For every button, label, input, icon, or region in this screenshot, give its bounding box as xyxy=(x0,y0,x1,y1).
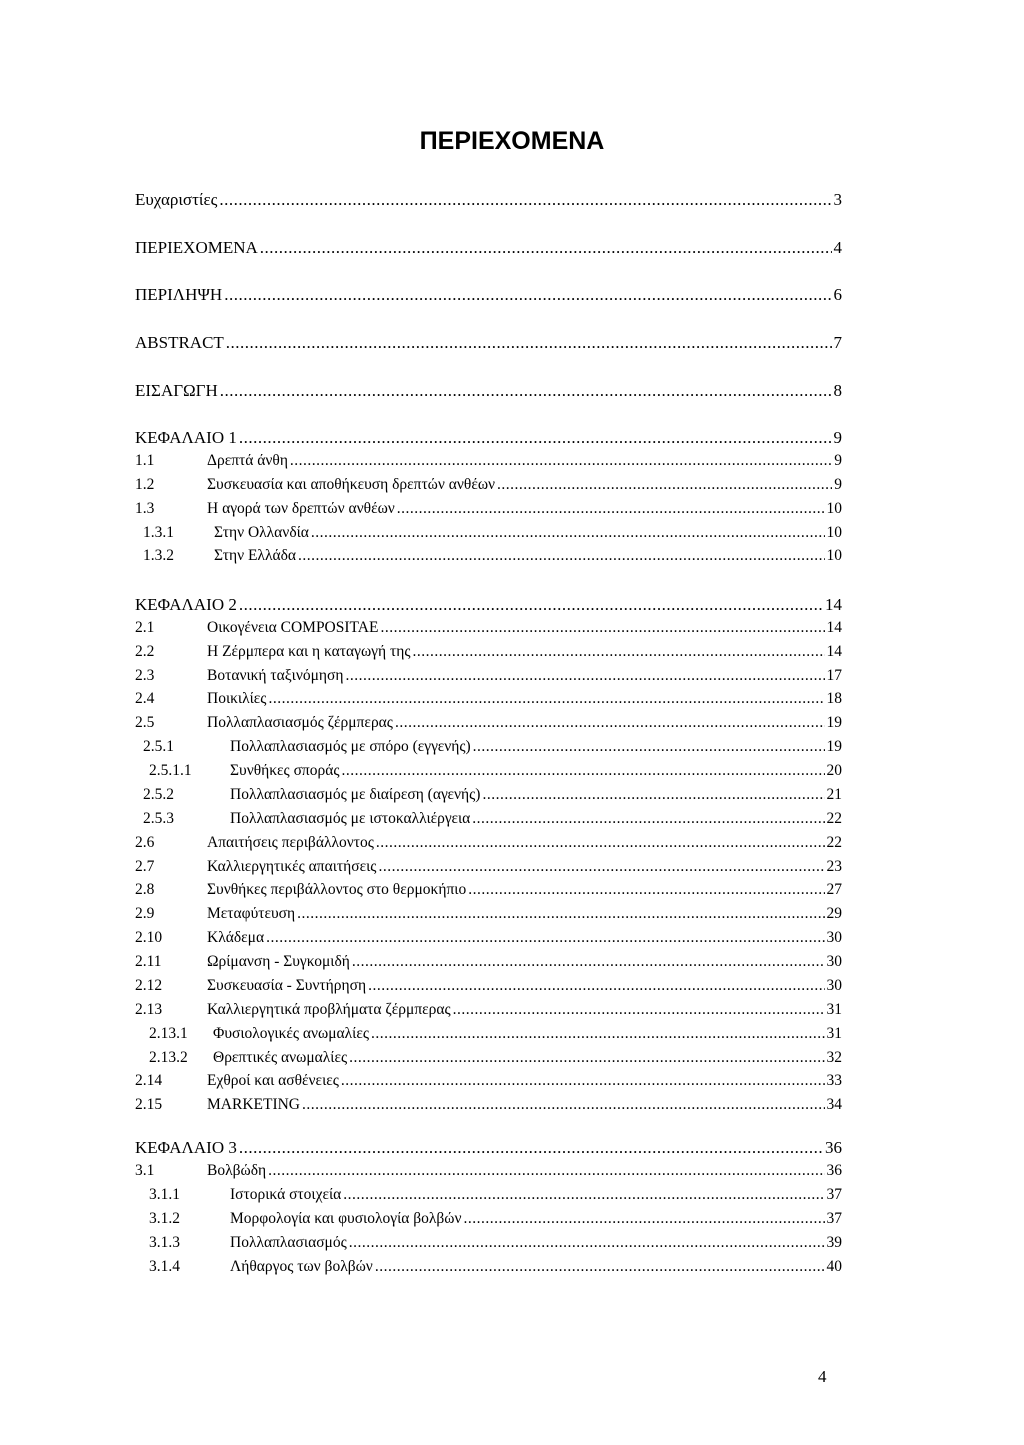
toc-page: 14 xyxy=(826,643,842,660)
toc-label: Συνθήκες περιβάλλοντος στο θερμοκήπιο xyxy=(207,881,467,898)
toc-number: 2.4 xyxy=(135,690,155,707)
toc-label: ΚΕΦΑΛΑΙΟ 2 xyxy=(135,595,237,614)
toc-label: Φυσιολογικές ανωμαλίες xyxy=(213,1025,369,1042)
toc-number: 3.1.1 xyxy=(149,1186,180,1203)
toc-page: 31 xyxy=(826,1001,842,1018)
toc-number: 3.1.3 xyxy=(149,1234,180,1251)
toc-page: 20 xyxy=(826,762,842,779)
toc-label: MARKETING xyxy=(207,1096,300,1113)
toc-number: 2.5 xyxy=(135,714,155,731)
toc-label: Στην Ολλανδία xyxy=(214,524,309,541)
toc-page: 17 xyxy=(826,667,842,684)
toc-page: 7 xyxy=(833,333,842,352)
toc-number: 3.1 xyxy=(135,1162,155,1179)
toc-entry[interactable] xyxy=(135,1162,842,1184)
toc-entry[interactable] xyxy=(135,667,842,689)
toc-label: Θρεπτικές ανωμαλίες xyxy=(213,1049,348,1066)
toc-label: Πολλαπλασιασμός ζέρμπερας xyxy=(207,714,393,731)
toc-entry[interactable] xyxy=(135,881,842,903)
toc-entry[interactable] xyxy=(135,905,842,927)
toc-label: Απαιτήσεις περιβάλλοντος xyxy=(207,834,374,851)
page-number: 4 xyxy=(818,1367,827,1386)
toc-page: 8 xyxy=(833,381,842,400)
toc-label: Ποικιλίες xyxy=(207,690,267,707)
toc-entry[interactable] xyxy=(135,452,842,474)
toc-number: 2.3 xyxy=(135,667,155,684)
toc-label: Ωρίμανση - Συγκομιδή xyxy=(207,953,350,970)
toc-entry[interactable] xyxy=(135,1096,842,1118)
toc-number: 2.5.1 xyxy=(143,738,174,755)
toc-page: 23 xyxy=(826,858,842,875)
toc-label: Βοτανική ταξινόμηση xyxy=(207,667,344,684)
toc-entry[interactable] xyxy=(135,595,842,617)
toc-number: 2.5.3 xyxy=(143,810,174,827)
toc-number: 2.12 xyxy=(135,977,163,994)
toc-number: 2.10 xyxy=(135,929,163,946)
toc-number: 3.1.2 xyxy=(149,1210,180,1227)
toc-number: 1.3.1 xyxy=(143,524,174,541)
toc-page: 27 xyxy=(826,881,842,898)
toc-entry[interactable] xyxy=(135,1001,842,1023)
toc-entry[interactable] xyxy=(135,643,842,665)
toc-page: 10 xyxy=(826,524,842,541)
toc-entry[interactable] xyxy=(135,476,842,498)
toc-page: 10 xyxy=(826,500,842,517)
toc-page: 34 xyxy=(826,1096,842,1113)
toc-page: 6 xyxy=(833,285,842,304)
toc-label: ABSTRACT xyxy=(135,333,224,352)
toc-page: 31 xyxy=(826,1025,842,1042)
toc-label: Ιστορικά στοιχεία xyxy=(230,1186,342,1203)
toc-page: 9 xyxy=(834,452,842,469)
toc-number: 1.3.2 xyxy=(143,547,174,564)
toc-label: Καλλιεργητικά προβλήματα ζέρμπερας xyxy=(207,1001,451,1018)
toc-page: 36 xyxy=(826,1162,842,1179)
toc-entry[interactable] xyxy=(135,690,842,712)
toc-label: Οικογένεια COMPOSITAE xyxy=(207,619,379,636)
toc-number: 2.1 xyxy=(135,619,155,636)
toc-entry[interactable] xyxy=(135,547,842,569)
toc-entry[interactable] xyxy=(135,238,842,260)
toc-page: 19 xyxy=(826,738,842,755)
toc-label: Μεταφύτευση xyxy=(207,905,296,922)
toc-entry[interactable] xyxy=(135,381,842,403)
toc-entry[interactable] xyxy=(135,190,842,212)
toc-label: ΚΕΦΑΛΑΙΟ 3 xyxy=(135,1138,237,1157)
toc-label: Πολλαπλασιασμός με διαίρεση (αγενής) xyxy=(230,786,481,803)
toc-label: Συνθήκες σποράς xyxy=(230,762,340,779)
toc-entry[interactable] xyxy=(135,786,842,808)
toc-entry[interactable] xyxy=(135,285,842,307)
toc-page: 37 xyxy=(826,1210,842,1227)
toc-page: 30 xyxy=(826,977,842,994)
toc-entry[interactable] xyxy=(135,1186,842,1208)
toc-number: 3.1.4 xyxy=(149,1258,180,1275)
toc-number: 2.14 xyxy=(135,1072,163,1089)
toc-entry[interactable] xyxy=(135,1072,842,1094)
toc-entry[interactable] xyxy=(135,1138,842,1160)
toc-label: Πολλαπλασιασμός με ιστοκαλλιέργεια xyxy=(230,810,471,827)
toc-number: 1.3 xyxy=(135,500,155,517)
toc-label: Λήθαργος των βολβών xyxy=(230,1258,373,1275)
toc-entry[interactable] xyxy=(135,1210,842,1232)
toc-entry[interactable] xyxy=(135,953,842,975)
toc-number: 2.13.1 xyxy=(149,1025,188,1042)
toc-number: 2.5.2 xyxy=(143,786,174,803)
toc-number: 2.9 xyxy=(135,905,155,922)
toc-page: 4 xyxy=(833,238,842,257)
toc-number: 2.7 xyxy=(135,858,155,875)
toc-page: 40 xyxy=(826,1258,842,1275)
toc-page: 14 xyxy=(825,595,842,614)
toc-page: 30 xyxy=(826,929,842,946)
toc-label: Μορφολογία και φυσιολογία βολβών xyxy=(230,1210,462,1227)
toc-entry[interactable] xyxy=(135,977,842,999)
page-title: ΠΕΡΙΕΧΟΜΕΝΑ xyxy=(419,127,605,155)
toc-entry[interactable] xyxy=(135,524,842,546)
toc-entry[interactable] xyxy=(135,929,842,951)
toc-number: 1.1 xyxy=(135,452,155,469)
toc-label: Στην Ελλάδα xyxy=(214,547,297,564)
toc-label: Πολλαπλασιασμός xyxy=(230,1234,347,1251)
toc-page: 36 xyxy=(825,1138,842,1157)
toc-label: ΠΕΡΙΛΗΨΗ xyxy=(135,285,223,304)
toc-number: 2.13.2 xyxy=(149,1049,188,1066)
toc-number: 2.6 xyxy=(135,834,155,851)
toc-entry[interactable] xyxy=(135,810,842,832)
toc-entry[interactable] xyxy=(135,714,842,736)
toc-label: ΕΙΣΑΓΩΓΗ xyxy=(135,381,218,400)
toc-entry[interactable] xyxy=(135,738,842,760)
toc-entry[interactable] xyxy=(135,428,842,450)
toc-entry[interactable] xyxy=(135,762,842,784)
toc-number: 2.2 xyxy=(135,643,155,660)
toc-label: Συσκευασία και αποθήκευση δρεπτών ανθέων xyxy=(207,476,496,493)
toc-page: 21 xyxy=(826,786,842,803)
toc-page: 9 xyxy=(833,428,842,447)
toc-label: ΚΕΦΑΛΑΙΟ 1 xyxy=(135,428,237,447)
toc-page: 14 xyxy=(826,619,842,636)
toc-entry[interactable] xyxy=(135,1258,842,1280)
toc-number: 2.8 xyxy=(135,881,155,898)
toc-page: 19 xyxy=(826,714,842,731)
toc-entry[interactable] xyxy=(135,500,842,522)
toc-page: 39 xyxy=(826,1234,842,1251)
toc-page: 9 xyxy=(834,476,842,493)
toc-label: Εχθροί και ασθένειες xyxy=(207,1072,339,1089)
toc-page: 33 xyxy=(826,1072,842,1089)
toc-number: 1.2 xyxy=(135,476,155,493)
toc-page: 30 xyxy=(826,953,842,970)
toc-number: 2.5.1.1 xyxy=(149,762,192,779)
toc-label: Κλάδεμα xyxy=(207,929,265,946)
toc-label: Δρεπτά άνθη xyxy=(207,452,288,469)
toc-label: Η Ζέρμπερα και η καταγωγή της xyxy=(207,643,411,660)
toc-number: 2.15 xyxy=(135,1096,163,1113)
toc-label: Συσκευασία - Συντήρηση xyxy=(207,977,367,994)
toc-label: Η αγορά των δρεπτών ανθέων xyxy=(207,500,395,517)
toc-number: 2.13 xyxy=(135,1001,163,1018)
toc-entry[interactable] xyxy=(135,1049,842,1071)
toc-page: 22 xyxy=(826,810,842,827)
toc-label: Πολλαπλασιασμός με σπόρο (εγγενής) xyxy=(230,738,471,755)
toc-page: 32 xyxy=(826,1049,842,1066)
toc-entry[interactable] xyxy=(135,1025,842,1047)
toc-label: ΠΕΡΙΕΧΟΜΕΝΑ xyxy=(135,238,258,257)
toc-entry[interactable] xyxy=(135,1234,842,1256)
toc-page: 29 xyxy=(826,905,842,922)
toc-label: Ευχαριστίες xyxy=(135,190,218,209)
toc-page: 37 xyxy=(826,1186,842,1203)
toc-page: 10 xyxy=(826,547,842,564)
toc-entry[interactable] xyxy=(135,858,842,880)
toc-entry[interactable] xyxy=(135,333,842,355)
toc-page: 18 xyxy=(826,690,842,707)
toc-label: Καλλιεργητικές απαιτήσεις xyxy=(207,858,377,875)
toc-entry[interactable] xyxy=(135,834,842,856)
toc-label: Βολβώδη xyxy=(207,1162,267,1179)
toc-entry[interactable] xyxy=(135,619,842,641)
toc-number: 2.11 xyxy=(135,953,162,970)
toc-page: 3 xyxy=(833,190,842,209)
toc-page: 22 xyxy=(826,834,842,851)
